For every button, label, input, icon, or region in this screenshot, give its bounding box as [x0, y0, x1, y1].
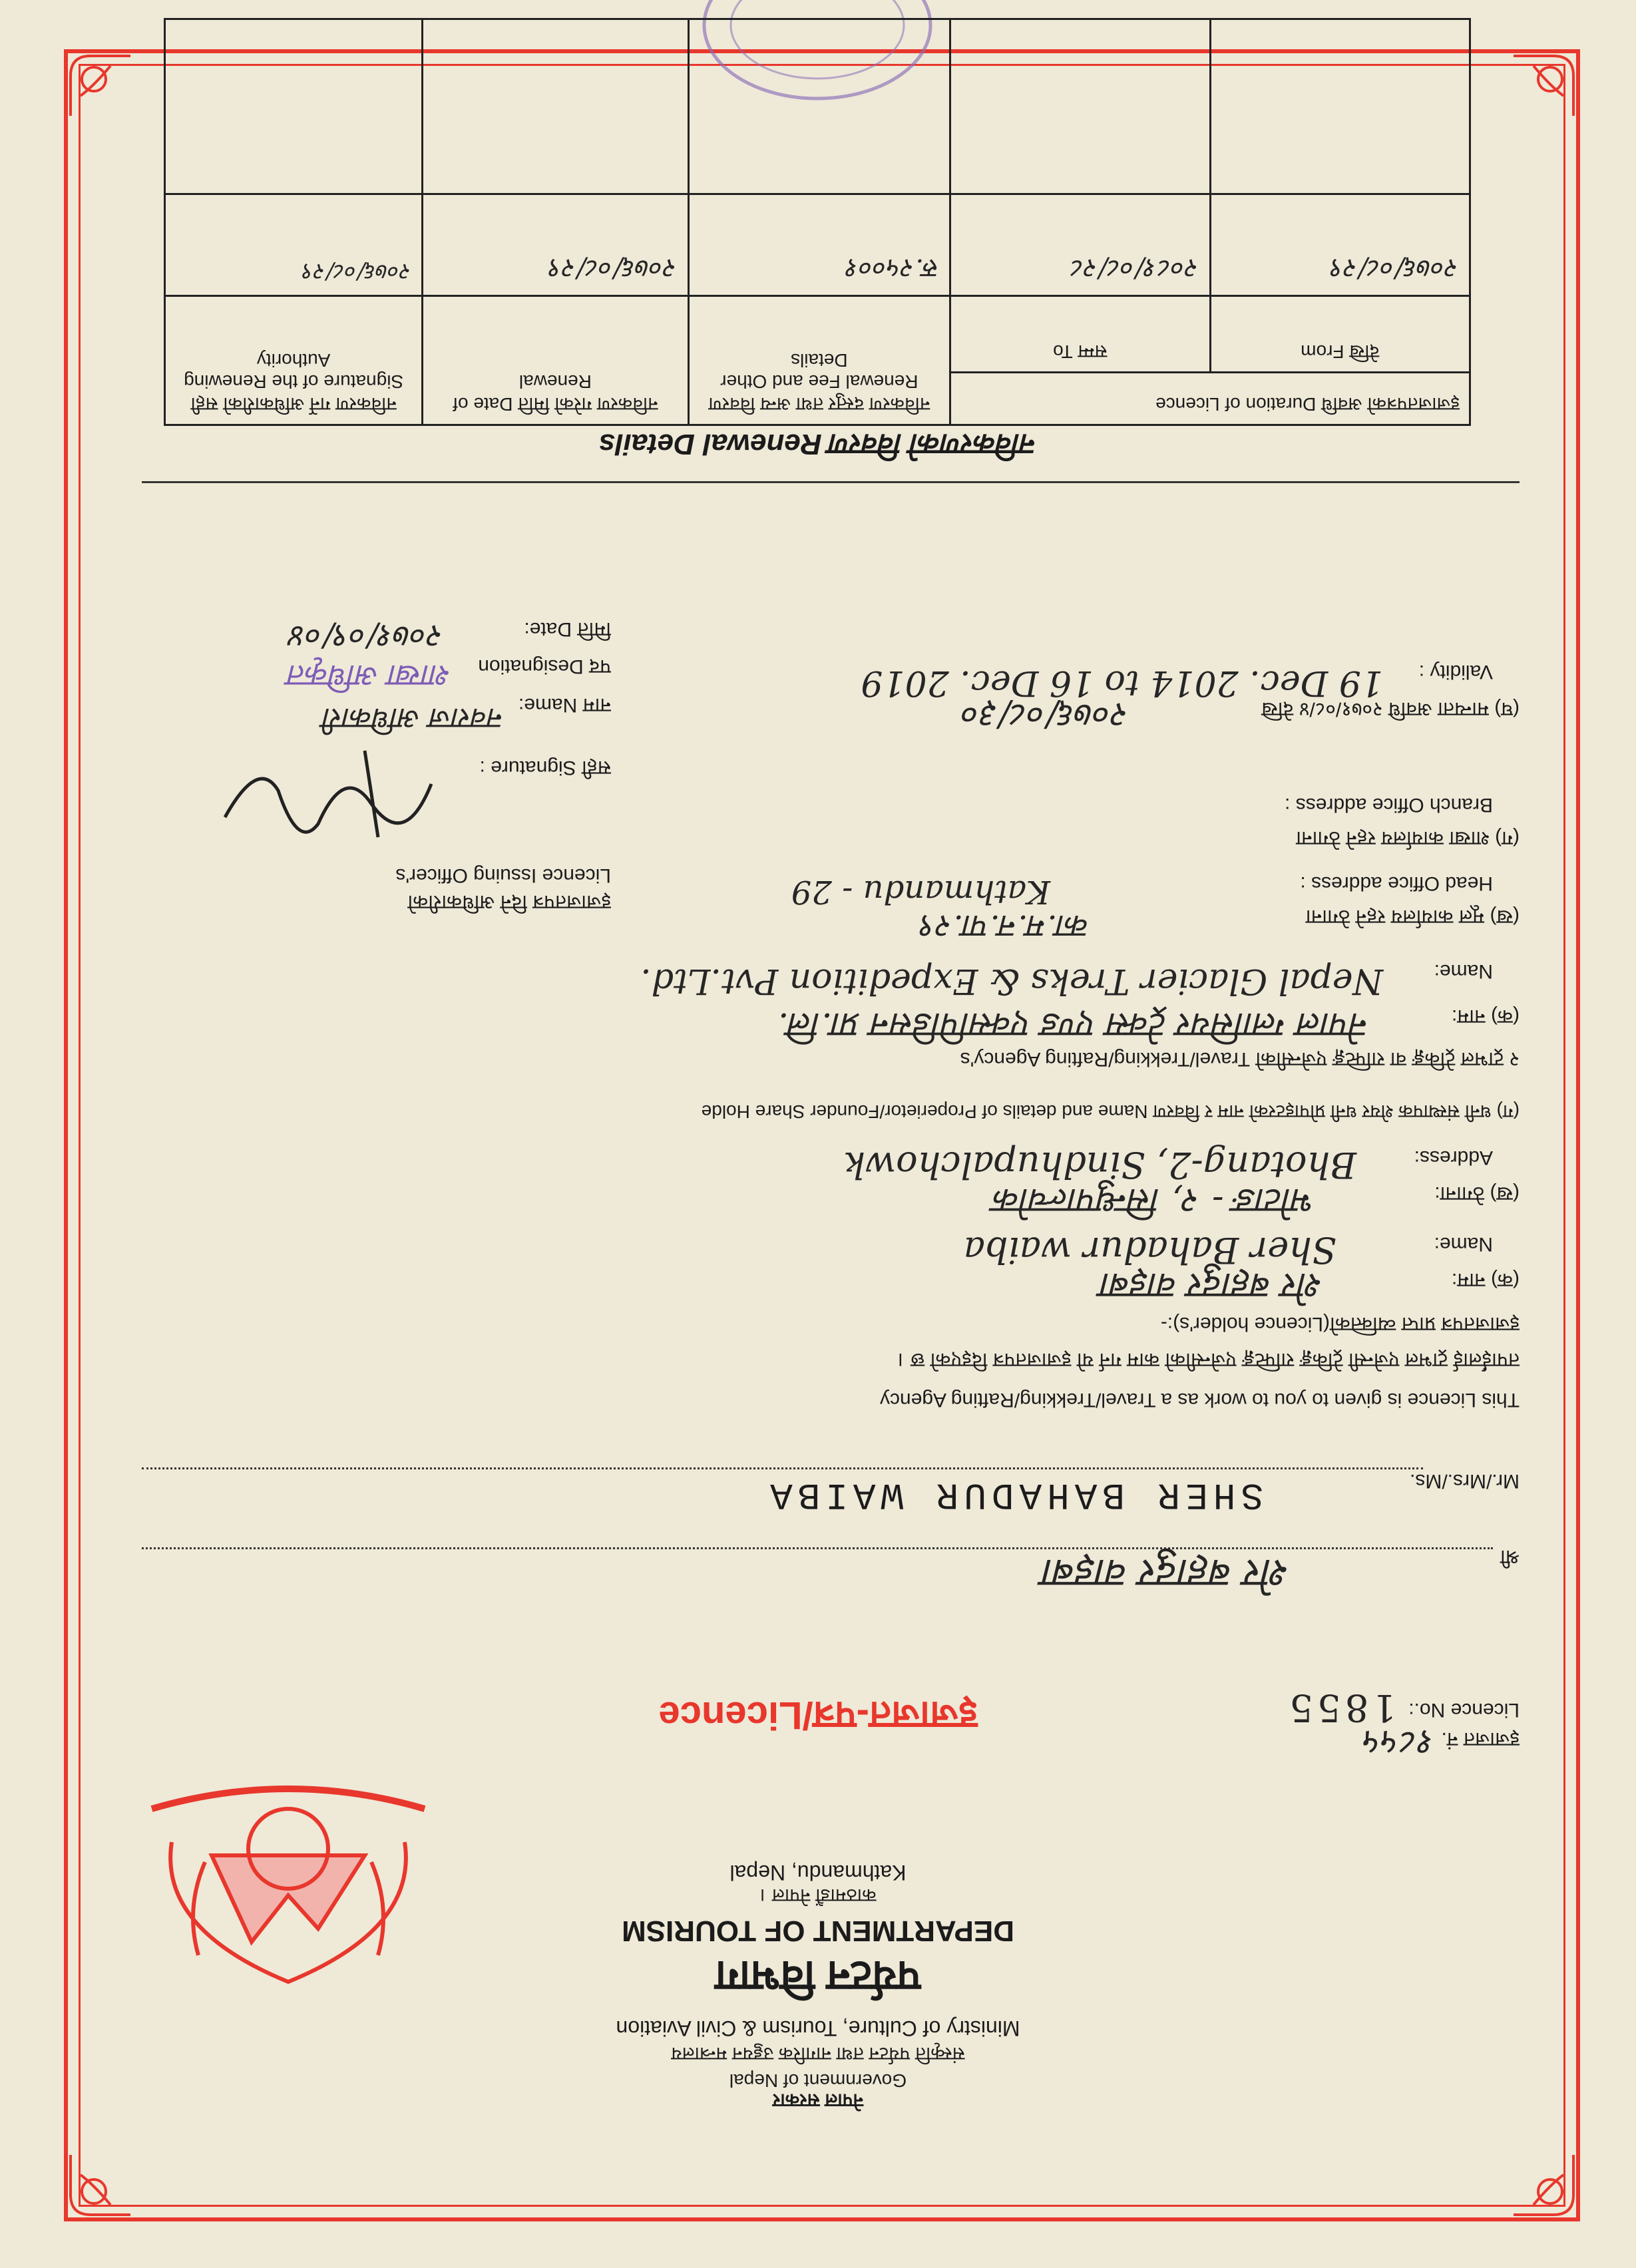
validity-value: 19 Dec. 2014 to 16 Dec. 2019: [861, 663, 1383, 703]
renewal-row: [165, 194, 1470, 296]
branch-ga-label: (ग) शाखा कार्यालय रहने ठेगाना: [1296, 827, 1520, 849]
holder-address-label: Address:: [1414, 1147, 1493, 1169]
agency-kha-value: का.म.न.पा.२९: [920, 908, 1090, 945]
renewal-date: २०७६/०८/२९: [423, 194, 688, 296]
holder-address-value: Bhotang-2, Sindhupalchowk: [843, 1144, 1356, 1186]
officer-name-label: नाम Name:: [518, 694, 611, 716]
city-np: काठमाडौं नेपाल ।: [759, 1885, 877, 1906]
renewal-row: [165, 19, 1470, 194]
validity-np-label: (घ) मान्यता अवधि २०७१/०८/४ देखि: [1261, 698, 1520, 720]
head-office-label: Head Office address :: [1300, 872, 1493, 894]
shree-label: श्री: [1500, 1546, 1520, 1568]
renewal-col-to: सम्म To: [950, 296, 1210, 373]
title-label: Mr./Mrs./Ms.: [1410, 1470, 1520, 1492]
city-en: Kathmandu, Nepal: [729, 1861, 907, 1885]
agency-heading: २ ट्राभल ट्रेकिङ्ग वा राफ्टिङ्ग एजेन्सीको Travel/Trekking/Rafting Agency's: [960, 1048, 1520, 1070]
licence-no-en: 1855: [1285, 1686, 1396, 1729]
officer-signature: [192, 744, 445, 864]
head-office-value: Kathmandu - 29: [791, 873, 1050, 910]
validity-label: Validity :: [1418, 661, 1493, 683]
agency-ka-value: नेपाल ग्लासियर ट्रेक्स एण्ड एक्सपिडिसन प्रा.लि.: [778, 1005, 1370, 1045]
agency-kha-label: (ख) मूल कार्यालय रहने ठेगाना: [1305, 906, 1520, 928]
renewal-table: [164, 18, 1471, 426]
date-value: २०७१/०९/०४: [290, 618, 445, 655]
date-label: मिति Date:: [524, 618, 611, 640]
renewal-col-fee: नविकरण दस्तुर तथा अन्य विवरण Renewal Fee and Other Details: [688, 296, 950, 425]
holder-name-label: Name:: [1434, 1233, 1493, 1255]
holder-ga-text: (ग) धनी संस्थापक शेयर धनी प्रोपाइटरको नाम र विवरण Name and details of Properietor/Founder Share Holde: [701, 1101, 1520, 1122]
agency-name-value: Nepal Glacier Treks & Expedition Pvt.Ltd.: [640, 961, 1383, 1001]
dept-en: DEPARTMENT OF TOURISM: [622, 1915, 1014, 1947]
corner-ornament-icon: [64, 2148, 137, 2221]
holder-name-en: SHER BAHADUR WAIBA: [765, 1473, 1263, 1516]
ministry-np: संस्कृति पर्यटन तथा नागरिक उड्डयन मन्त्रालय: [671, 2044, 965, 2064]
officer-name-value: नवराज अधिकारी: [323, 701, 505, 735]
renewal-from: २०७६/०८/२९: [1210, 194, 1470, 296]
holder-kha-label: (ख) ठेगाना:: [1434, 1183, 1520, 1205]
intro-en: This Licence is given to you to work as a Travel/Trekking/Rafting Agency: [879, 1389, 1520, 1411]
holder-ka-value: शेर बहादुर वाइबा: [1102, 1265, 1323, 1307]
gov-np: नेपाल सरकार: [772, 2090, 864, 2111]
officer-np: इजाजतपत्र दिने अधिकारीको: [407, 891, 611, 913]
intro-np: तपाईंलाई ट्राभल एजेन्सी ट्रेकिङ्ग राफ्टिङ्ग एजेन्सीको काम गर्न यो इजाजतपत्र दिइएको छ ।: [897, 1349, 1520, 1371]
validity-np-value: २०७६/०८/३०: [962, 695, 1130, 735]
renewal-fee: रु.२५००१: [688, 194, 950, 296]
holder-ka-label: (क) नाम:: [1451, 1269, 1520, 1291]
signature-label: सही Signature :: [479, 757, 611, 779]
renewal-col-sign: नविकरण गर्ने अधिकारीको सही Signature of the Renewing Authority: [165, 296, 423, 425]
corner-ornament-icon: [1507, 49, 1580, 122]
holders-heading: इजाजतपत्र प्राप्त व्यक्तिको(Licence holder's):-: [1160, 1313, 1520, 1335]
renewal-to: २०८१/०८/२८: [950, 194, 1210, 296]
renewal-col-from: देखि From: [1210, 296, 1470, 373]
designation-value: शाखा अधिकृत: [288, 658, 451, 694]
holder-name-value: Sher Bahadur waiba: [963, 1229, 1336, 1271]
ministry-en: Ministry of Culture, Tourism & Civil Aviation: [616, 2016, 1020, 2040]
name-en-dotline: [142, 1467, 1423, 1469]
agency-ka-label: (क) नाम:: [1451, 1006, 1520, 1028]
licence-no-label-np: इजाजत नं.: [1441, 1728, 1520, 1750]
renewal-title: नविकरणको विवरण Renewal Details: [598, 428, 1038, 461]
holder-name-np: शेर बहादुर वाइबा: [1044, 1550, 1290, 1597]
designation-label: पद Designation: [478, 656, 611, 677]
gov-en: Government of Nepal: [729, 2070, 907, 2091]
holder-kha-value: भोटाङ - २, सिन्धुपाल्चोक: [994, 1181, 1317, 1221]
corner-ornament-icon: [64, 49, 137, 122]
renewal-rule: [142, 481, 1520, 483]
licence-no-label-en: Licence No.:: [1408, 1699, 1520, 1721]
renewal-duration-header: इजाजतपत्रको अवधि Duration of Licence: [950, 373, 1470, 425]
licence-title: इजाजत-पत्र/Licence: [658, 1694, 978, 1737]
licence-no-np: १८५५: [1364, 1722, 1436, 1762]
branch-label: Branch Office address :: [1285, 794, 1493, 816]
agency-name-label: Name:: [1434, 960, 1493, 982]
renewal-col-date: नविकरण गरेको मिति Date of Renewal: [423, 296, 688, 425]
corner-ornament-icon: [1507, 2148, 1580, 2221]
officer-en: Licence Issuing Officer's: [395, 864, 611, 886]
dept-np: पर्यटन विभाग: [715, 1953, 921, 2000]
renewal-sign: २०७६/०८/२९: [165, 194, 423, 296]
name-dotline: [142, 1547, 1493, 1549]
